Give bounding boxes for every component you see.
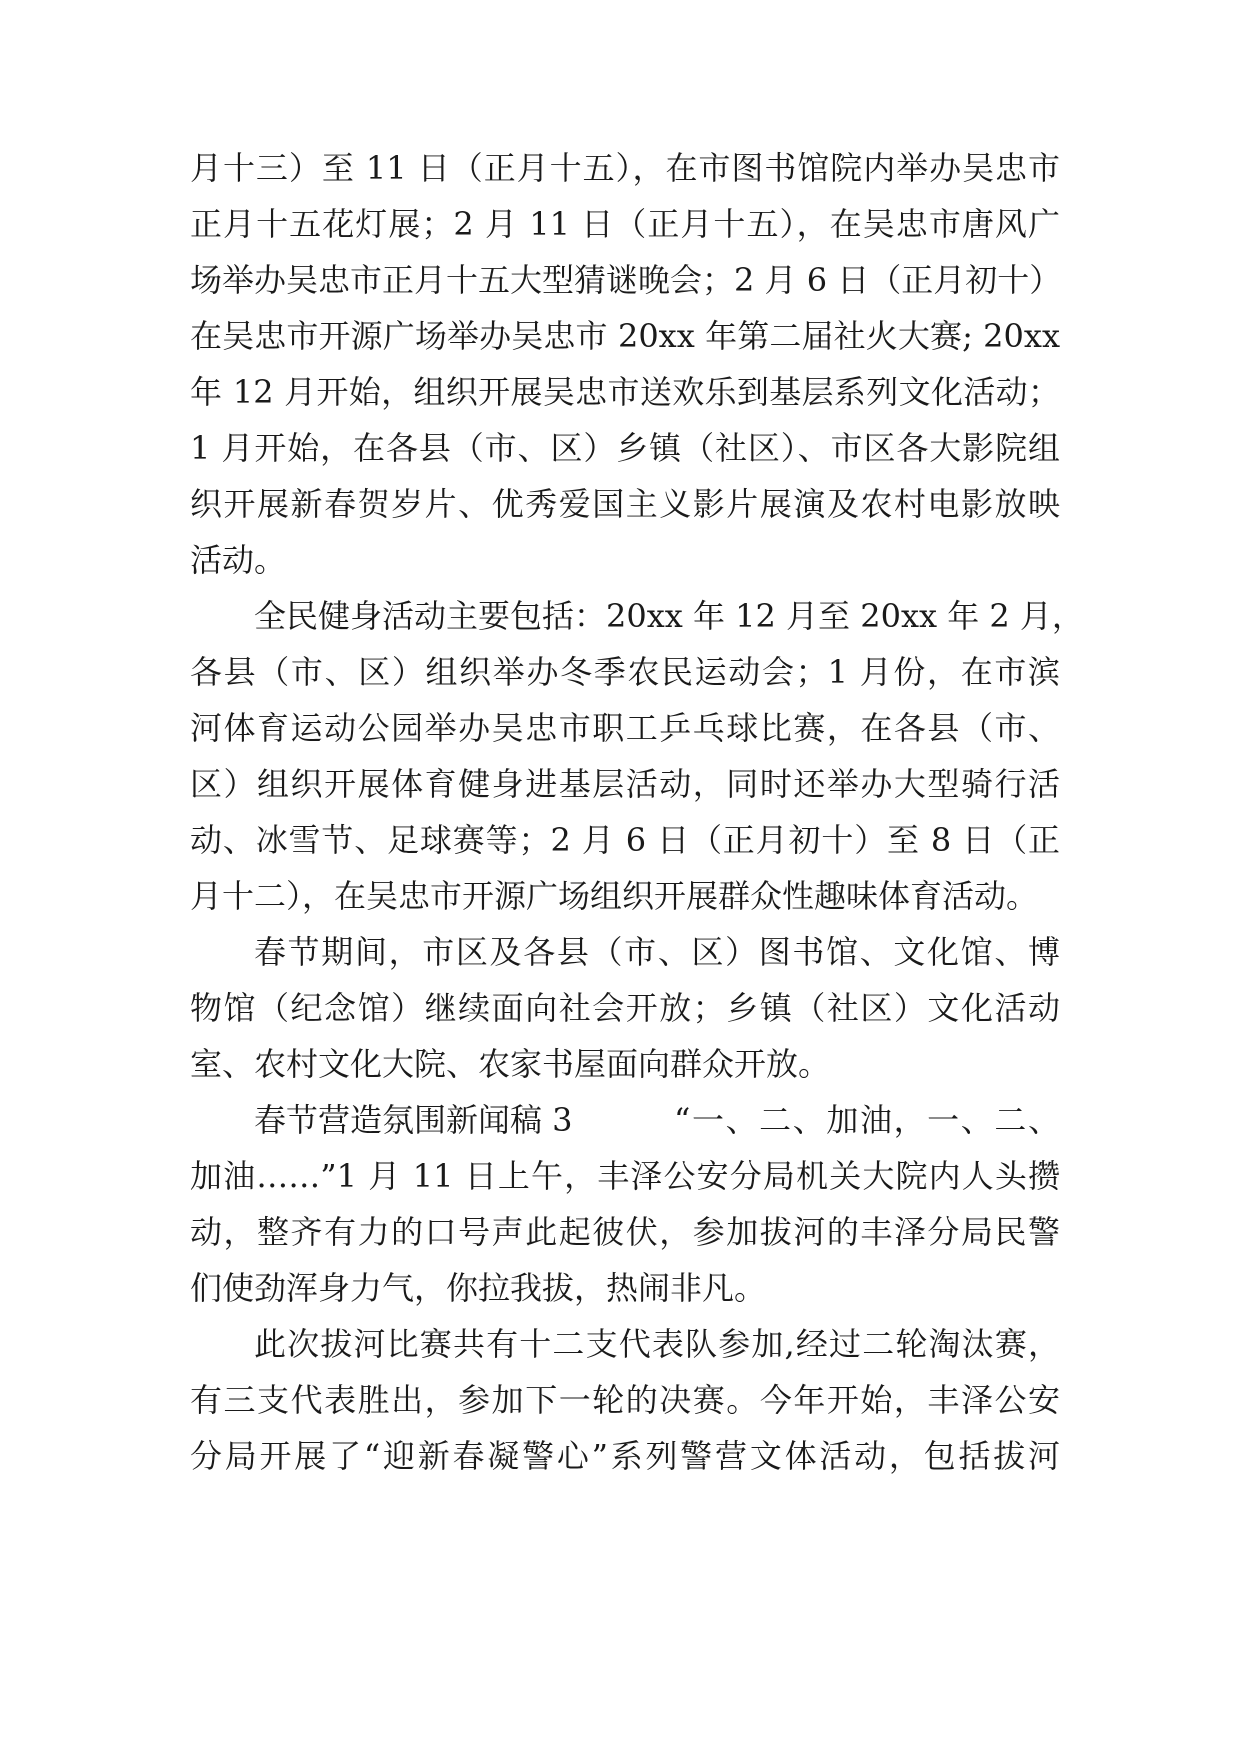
paragraph-line: 1 月开始，在各县（市、区）乡镇（社区）、市区各大影院组 — [190, 429, 1060, 467]
paragraph-line: 有三支代表胜出，参加下一轮的决赛。今年开始，丰泽公安 — [190, 1381, 1060, 1419]
paragraph-line: 物馆（纪念馆）继续面向社会开放；乡镇（社区）文化活动 — [190, 989, 1060, 1027]
paragraph-line: 织开展新春贺岁片、优秀爱国主义影片展演及农村电影放映 — [190, 485, 1060, 523]
section-heading: 春节营造氛围新闻稿 3 — [254, 1101, 573, 1139]
paragraph-line: 动、冰雪节、足球赛等；2 月 6 日（正月初十）至 8 日（正 — [190, 821, 1060, 859]
paragraph-line: 全民健身活动主要包括：20xx 年 12 月至 20xx 年 2 月， — [254, 597, 1084, 635]
paragraph-line: 加油……”1 月 11 日上午，丰泽公安分局机关大院内人头攒 — [190, 1157, 1060, 1195]
paragraph-line: 活动。 — [190, 541, 287, 579]
paragraph-line: 室、农村文化大院、农家书屋面向群众开放。 — [190, 1045, 831, 1083]
paragraph-line: 正月十五花灯展；2 月 11 日（正月十五），在吴忠市唐风广 — [190, 205, 1060, 243]
paragraph-line: 区）组织开展体育健身进基层活动，同时还举办大型骑行活 — [190, 765, 1060, 803]
paragraph-line: 春节期间，市区及各县（市、区）图书馆、文化馆、博 — [254, 933, 1060, 971]
paragraph-line: 此次拔河比赛共有十二支代表队参加,经过二轮淘汰赛， — [254, 1325, 1060, 1363]
paragraph-line: 动，整齐有力的口号声此起彼伏，参加拔河的丰泽分局民警 — [190, 1213, 1060, 1251]
section-heading-line — [254, 1092, 1060, 1148]
paragraph-line: 月十三）至 11 日（正月十五），在市图书馆院内举办吴忠市 — [190, 149, 1060, 187]
paragraph-line: 分局开展了“迎新春凝警心”系列警营文体活动，包括拔河 — [190, 1437, 1060, 1475]
paragraph-line: 在吴忠市开源广场举办吴忠市 20xx 年第二届社火大赛; 20xx — [190, 317, 1060, 355]
paragraph-line: 场举办吴忠市正月十五大型猜谜晚会；2 月 6 日（正月初十） — [190, 261, 1062, 299]
paragraph-line: 月十二），在吴忠市开源广场组织开展群众性趣味体育活动。 — [190, 877, 1039, 915]
paragraph-line: 各县（市、区）组织举办冬季农民运动会；1 月份，在市滨 — [190, 653, 1060, 691]
paragraph-line: 年 12 月开始，组织开展吴忠市送欢乐到基层系列文化活动； — [190, 373, 1060, 411]
paragraph-line: “一、二、加油，一、二、 — [674, 1101, 1060, 1139]
paragraph-line: 们使劲浑身力气，你拉我拔，热闹非凡。 — [190, 1269, 767, 1307]
paragraph-line: 河体育运动公园举办吴忠市职工乒乓球比赛，在各县（市、 — [190, 709, 1060, 747]
